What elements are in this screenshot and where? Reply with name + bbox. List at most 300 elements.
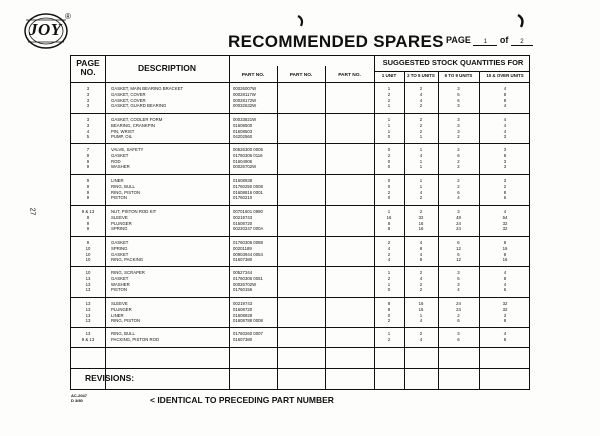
- table-cell-q3: 6: [457, 97, 460, 103]
- table-cell-desc: RING, BULL: [111, 331, 135, 336]
- table-cell-page: 4: [86, 128, 90, 134]
- table-cell-q1: 1: [387, 117, 391, 122]
- table-cell-desc: ROD: [111, 158, 121, 164]
- table-cell-desc: SPRING: [111, 226, 128, 232]
- decorative-mark: [516, 14, 526, 28]
- table-cell-part: 00219743: [233, 301, 253, 306]
- table-cell-part: 01760306 0051: [233, 275, 263, 281]
- column-q3: [438, 270, 479, 293]
- table-cell-part: 01608720: [233, 220, 253, 226]
- table-cell-q1: 0: [387, 178, 391, 183]
- page-indicator: [446, 35, 533, 46]
- header-qty-10-over: 10 & OVER UNITS: [486, 73, 524, 78]
- table-cell-q4: 3: [503, 158, 507, 164]
- table-cell-q3: 6: [457, 91, 460, 97]
- table-cell-q1: 1: [387, 128, 391, 134]
- of-label: of: [499, 35, 509, 45]
- table-cell-q4: 8: [503, 318, 507, 324]
- table-cell-q3: 2: [457, 147, 460, 152]
- column-q4: [479, 147, 531, 170]
- table-cell-q4: 16: [502, 245, 508, 251]
- table-cell-q2: 32: [418, 214, 424, 220]
- table-cell-page: 13: [85, 301, 91, 306]
- table-cell-q2: 2: [419, 195, 423, 201]
- table-cell-page: 3: [86, 117, 90, 122]
- table-cell-q3: 3: [457, 209, 460, 214]
- table-cell-page: 13: [85, 306, 91, 312]
- header-part-no-3: PART NO.: [338, 73, 361, 78]
- table-cell-part: 01607380: [233, 336, 253, 342]
- column-desc: [111, 301, 227, 324]
- table-cell-q3: 6: [457, 152, 460, 158]
- table-cell-q2: 4: [419, 336, 423, 342]
- table-cell-q3: 3: [457, 128, 460, 134]
- table-cell-desc: WASHER: [111, 281, 130, 287]
- column-q2: [404, 331, 438, 343]
- table-cell-q1: 2: [387, 240, 391, 245]
- table-cell-part: 01760210: [233, 195, 253, 201]
- column-part: [233, 270, 277, 293]
- table-cell-q4: 4: [503, 270, 507, 275]
- table-cell-q1: 2: [387, 336, 391, 342]
- table-cell-part: 00032632W: [233, 103, 257, 109]
- table-cell-q3: 3: [457, 86, 460, 91]
- table-cell-q2: 1: [419, 158, 423, 164]
- table-cell-part: 01608928: [233, 312, 253, 318]
- table-cell-q3: 6: [457, 189, 460, 195]
- table-cell-q3: 6: [457, 336, 460, 342]
- table-cell-part: 01760306 0088: [233, 240, 263, 245]
- column-part: [233, 86, 277, 109]
- table-cell-desc: PISTON: [111, 287, 127, 293]
- table-cell-q4: 8: [503, 240, 507, 245]
- table-cell-q4: 8: [503, 97, 507, 103]
- column-q1: [374, 331, 404, 343]
- table-cell-q4: 4: [503, 122, 507, 128]
- table-cell-q4: 2: [503, 183, 507, 189]
- table-cell-q2: 1: [419, 134, 423, 140]
- table-cell-q2: 4: [419, 251, 423, 257]
- table-cell-part: 01760156: [233, 287, 253, 293]
- table-cell-q4: 6: [503, 195, 507, 201]
- table-cell-page: 7: [86, 147, 90, 152]
- table-cell-part: 00028117W: [233, 91, 256, 97]
- table-cell-q3: 6: [457, 318, 460, 324]
- column-part: [233, 240, 277, 263]
- table-cell-part: 01608503: [233, 128, 253, 134]
- column-q2: [404, 240, 438, 263]
- table-cell-page: 9: [86, 240, 90, 245]
- table-cell-q1: 0: [387, 134, 391, 140]
- table-cell-part: 04202560: [233, 134, 253, 140]
- table-cell-q2: 1: [419, 164, 423, 170]
- column-part: [233, 117, 277, 140]
- table-cell-desc: PUMP, OIL: [111, 134, 133, 140]
- table-cell-desc: PIN, WRIST: [111, 128, 135, 134]
- table-cell-desc: GASKET: [111, 152, 129, 158]
- column-q4: [479, 331, 531, 343]
- table-cell-q3: 24: [456, 306, 461, 312]
- table-cell-q1: 1: [387, 103, 391, 109]
- table-cell-q1: 0: [387, 195, 391, 201]
- table-cell-q1: 8: [387, 301, 391, 306]
- table-cell-q3: 3: [457, 122, 460, 128]
- table-cell-page: 13: [85, 275, 91, 281]
- table-cell-q4: 4: [503, 103, 507, 109]
- table-cell-page: 9: [86, 152, 90, 158]
- table-cell-part: 00026702W: [233, 164, 257, 170]
- table-cell-q1: 8: [387, 220, 391, 226]
- table-cell-q1: 2: [387, 251, 391, 257]
- table-cell-page: 13: [85, 287, 91, 293]
- column-q1: [374, 86, 404, 109]
- table-cell-q1: 16: [386, 214, 392, 220]
- column-q3: [438, 117, 479, 140]
- table-cell-part: 01607380: [233, 257, 253, 263]
- table-cell-page: 13: [85, 318, 91, 324]
- table-cell-q1: 4: [387, 257, 391, 263]
- table-cell-q2: 2: [419, 281, 423, 287]
- table-cell-part: 00701601 0980: [233, 209, 263, 214]
- table-cell-q4: 4: [503, 128, 507, 134]
- column-q3: [438, 301, 479, 324]
- column-q3: [438, 331, 479, 343]
- table-cell-q4: 4: [503, 86, 507, 91]
- table-cell-q2: 2: [419, 331, 423, 336]
- table-cell-q1: 2: [387, 152, 391, 158]
- page-title: RECOMMENDED SPARES: [228, 32, 444, 51]
- table-cell-q3: 6: [457, 240, 460, 245]
- table-cell-q4: 32: [502, 306, 508, 312]
- table-cell-part: 00201189: [233, 245, 252, 251]
- column-q4: [479, 178, 531, 201]
- table-cell-part: 00033821W: [233, 117, 257, 122]
- table-cell-q3: 3: [457, 270, 460, 275]
- column-q3: [438, 178, 479, 201]
- table-cell-q2: 4: [419, 189, 423, 195]
- column-desc: [111, 209, 227, 232]
- column-page: [71, 270, 105, 293]
- header-description: DESCRIPTION: [137, 63, 197, 73]
- column-q3: [438, 86, 479, 109]
- table-cell-q2: 1: [419, 147, 423, 152]
- table-cell-q3: 3: [457, 281, 460, 287]
- table-cell-q1: 0: [387, 183, 391, 189]
- column-q2: [404, 147, 438, 170]
- table-cell-q2: 2: [419, 122, 423, 128]
- table-cell-desc: GASKET, COOLER FORM: [111, 117, 163, 122]
- table-cell-q3: 2: [457, 312, 460, 318]
- column-part: [233, 301, 277, 324]
- table-cell-q2: 2: [419, 287, 423, 293]
- table-cell-q4: 3: [503, 147, 507, 152]
- table-cell-q3: 3: [457, 117, 460, 122]
- header-qty-2-5: 2 TO 5 UNITS: [407, 73, 435, 78]
- table-cell-q2: 16: [418, 306, 424, 312]
- column-q2: [404, 178, 438, 201]
- table-cell-part: 00219743: [233, 214, 253, 220]
- column-part: [233, 178, 277, 201]
- logo-text: JOY: [29, 20, 62, 39]
- column-q4: [479, 240, 531, 263]
- table-cell-q3: 3: [457, 331, 460, 336]
- header-suggested-stock: SUGGESTED STOCK QUANTITIES FOR: [382, 58, 524, 67]
- table-cell-q2: 4: [419, 152, 423, 158]
- column-q3: [438, 240, 479, 263]
- table-cell-q1: 1: [387, 281, 391, 287]
- page-label: PAGE: [446, 35, 471, 45]
- table-cell-page: 9: [86, 195, 90, 201]
- table-cell-q2: 2: [419, 128, 423, 134]
- table-cell-part: 01760250 0008: [233, 183, 263, 189]
- table-cell-q4: 32: [502, 226, 508, 232]
- column-page: [71, 209, 105, 232]
- table-cell-q2: 4: [419, 91, 423, 97]
- table-cell-q4: 4: [503, 281, 507, 287]
- table-cell-q2: 1: [419, 178, 423, 183]
- column-page: [71, 331, 105, 343]
- table-cell-page: 9: [86, 183, 90, 189]
- revisions-label: REVISIONS:: [85, 373, 135, 383]
- table-cell-desc: RING, PISTON: [111, 318, 141, 324]
- table-cell-part: 01608816 0001: [233, 189, 263, 195]
- table-cell-page: 10: [85, 245, 91, 251]
- column-desc: [111, 331, 227, 343]
- table-cell-page: 9: [86, 220, 90, 226]
- column-q2: [404, 209, 438, 232]
- table-cell-desc: RING, BULL: [111, 183, 135, 189]
- column-page: [71, 117, 105, 140]
- table-cell-part: 00527344: [233, 270, 253, 275]
- form-code: [71, 393, 87, 403]
- table-cell-desc: RING, PACKING: [111, 257, 144, 263]
- column-q2: [404, 270, 438, 293]
- table-cell-q4: 8: [503, 91, 507, 97]
- table-cell-part: 01604906: [233, 158, 253, 164]
- table-cell-q2: 1: [419, 312, 423, 318]
- table-cell-desc: GASKET: [111, 251, 129, 257]
- table-cell-q3: 6: [457, 275, 460, 281]
- table-cell-q4: 8: [503, 275, 507, 281]
- table-cell-page: 13: [85, 281, 91, 287]
- table-cell-desc: PACKING, PISTON ROD: [111, 336, 160, 342]
- table-cell-desc: GASKET, MAIN BEARING BRACKET: [111, 86, 184, 91]
- table-cell-q1: 2: [387, 189, 391, 195]
- table-cell-q4: 32: [502, 220, 508, 226]
- column-desc: [111, 240, 227, 263]
- table-cell-part: 01760260 0007: [233, 331, 263, 336]
- spares-table: [70, 55, 530, 390]
- identical-note: < IDENTICAL TO PRECEDING PART NUMBER: [150, 395, 334, 405]
- column-q2: [404, 117, 438, 140]
- table-cell-desc: GASKET, GUARD BEARING: [111, 103, 167, 109]
- table-cell-q1: 2: [387, 97, 391, 103]
- table-cell-q1: 2: [387, 318, 391, 324]
- table-cell-q3: 12: [456, 245, 461, 251]
- column-desc: [111, 117, 227, 140]
- header-page-no: PAGE NO.: [76, 58, 100, 77]
- column-q1: [374, 147, 404, 170]
- table-cell-q3: 2: [457, 134, 460, 140]
- column-q1: [374, 178, 404, 201]
- table-cell-page: 10: [85, 257, 91, 263]
- column-q1: [374, 301, 404, 324]
- table-cell-q2: 2: [419, 86, 423, 91]
- table-cell-desc: GASKET: [111, 240, 129, 245]
- table-cell-q1: 0: [387, 164, 391, 170]
- table-cell-page: 3: [86, 97, 90, 103]
- table-cell-desc: VALVE, SAFETY: [111, 147, 144, 152]
- column-part: [233, 147, 277, 170]
- decorative-mark: [296, 14, 306, 26]
- logo-registered-mark: ®: [65, 12, 71, 21]
- header-qty-6-9: 6 TO 9 UNITS: [444, 73, 473, 78]
- table-cell-q2: 4: [419, 318, 423, 324]
- table-cell-q4: 3: [503, 178, 507, 183]
- table-cell-part: 00026007W: [233, 86, 257, 91]
- column-page: [71, 147, 105, 170]
- column-q3: [438, 147, 479, 170]
- header-part-no-1: PART NO.: [241, 73, 265, 78]
- table-cell-part: 00903944 0054: [233, 251, 263, 257]
- table-cell-q4: 3: [503, 312, 507, 318]
- table-cell-q1: 1: [387, 209, 391, 214]
- table-cell-q1: 1: [387, 331, 391, 336]
- column-desc: [111, 178, 227, 201]
- table-cell-q4: 8: [503, 189, 507, 195]
- column-q1: [374, 117, 404, 140]
- column-desc: [111, 86, 227, 109]
- table-cell-desc: RING, PISTON: [111, 189, 141, 195]
- header-part-no-2: PART NO.: [289, 73, 313, 78]
- column-desc: [111, 147, 227, 170]
- form-code-line-1: AC-2047: [71, 393, 88, 398]
- table-cell-part: 00026702W: [233, 281, 257, 287]
- table-cell-part: 00220247 000A: [233, 226, 264, 232]
- table-cell-q1: 4: [387, 245, 391, 251]
- table-cell-desc: PLUNGER: [111, 220, 132, 226]
- table-cell-q2: 4: [419, 275, 423, 281]
- table-cell-q3: 2: [457, 158, 460, 164]
- table-cell-page: 3: [86, 103, 90, 109]
- table-cell-desc: GASKET, COVER: [111, 91, 146, 97]
- table-cell-page: 5: [86, 134, 90, 140]
- column-page: [71, 240, 105, 263]
- column-q2: [404, 86, 438, 109]
- table-cell-q4: 6: [503, 287, 507, 293]
- table-cell-q3: 4: [457, 195, 460, 201]
- table-cell-desc: GASKET: [111, 275, 129, 281]
- table-cell-part: 00028172W: [233, 97, 257, 103]
- table-cell-q4: 4: [503, 209, 507, 214]
- table-cell-q4: 3: [503, 134, 507, 140]
- table-cell-q1: 0: [387, 147, 391, 152]
- table-cell-part: 01608788 0008: [233, 318, 263, 324]
- column-q3: [438, 209, 479, 232]
- table-cell-q4: 8: [503, 152, 507, 158]
- table-cell-page: 13: [85, 312, 91, 318]
- table-cell-q3: 6: [457, 251, 460, 257]
- column-part: [233, 209, 277, 232]
- table-cell-desc: SPRING: [111, 245, 128, 251]
- table-cell-page: 10: [85, 270, 91, 275]
- table-cell-q2: 16: [418, 226, 424, 232]
- table-cell-q3: 24: [456, 226, 461, 232]
- column-q4: [479, 86, 531, 109]
- header-qty-1-unit: 1 UNIT: [381, 73, 397, 78]
- column-q4: [479, 270, 531, 293]
- table-cell-part: 01608500: [233, 122, 253, 128]
- table-cell-q2: 2: [419, 103, 423, 109]
- table-cell-desc: PLUNGER: [111, 306, 132, 312]
- joy-logo: [22, 8, 74, 52]
- column-q2: [404, 301, 438, 324]
- column-page: [71, 178, 105, 201]
- table-cell-q4: 8: [503, 336, 507, 342]
- table-cell-q2: 8: [419, 245, 423, 251]
- table-cell-part: 00526300 0005: [233, 147, 263, 152]
- table-cell-desc: SLEEVE: [111, 301, 128, 306]
- table-cell-page: 9: [86, 226, 90, 232]
- table-cell-q1: 8: [387, 306, 391, 312]
- table-cell-q3: 2: [457, 178, 460, 183]
- table-cell-desc: LINER: [111, 178, 124, 183]
- table-cell-q2: 2: [419, 270, 423, 275]
- table-cell-part: 01608938: [233, 178, 253, 183]
- table-cell-part: 01608720: [233, 306, 253, 312]
- table-cell-page: 10: [85, 251, 91, 257]
- table-cell-part: 01760306 0116: [233, 152, 263, 158]
- table-cell-page: 9: [86, 214, 90, 220]
- page-number: 1: [473, 39, 497, 46]
- table-cell-q1: 0: [387, 287, 391, 293]
- table-cell-desc: NUT, PISTON ROD KIT: [111, 209, 157, 214]
- table-cell-desc: WASHER: [111, 164, 130, 170]
- page-total: 2: [511, 39, 533, 46]
- table-cell-q1: 2: [387, 275, 391, 281]
- table-cell-q4: 64: [502, 214, 508, 220]
- column-page: [71, 301, 105, 324]
- table-cell-desc: PISTON: [111, 195, 127, 201]
- table-cell-q3: 4: [457, 287, 460, 293]
- table-cell-q4: 32: [502, 301, 508, 306]
- table-cell-q3: 48: [456, 214, 461, 220]
- table-cell-q2: 2: [419, 209, 423, 214]
- column-q1: [374, 270, 404, 293]
- table-cell-q2: 4: [419, 240, 423, 245]
- table-cell-desc: GASKET, COVER: [111, 97, 146, 103]
- table-cell-q3: 24: [456, 301, 461, 306]
- table-cell-q4: 3: [503, 164, 507, 170]
- table-cell-q4: 4: [503, 331, 507, 336]
- table-cell-q4: 4: [503, 117, 507, 122]
- table-cell-q1: 1: [387, 86, 391, 91]
- column-part: [233, 331, 277, 343]
- table-cell-page: 9: [86, 189, 90, 195]
- table-cell-desc: BEARING, CRANKPIN: [111, 122, 155, 128]
- table-cell-page: 9 & 13: [81, 336, 95, 342]
- table-cell-page: 9: [86, 164, 90, 170]
- table-cell-q2: 4: [419, 97, 423, 103]
- column-q1: [374, 240, 404, 263]
- table-cell-desc: SLEEVE: [111, 214, 128, 220]
- table-cell-q1: 2: [387, 91, 391, 97]
- table-cell-q2: 16: [418, 220, 424, 226]
- table-cell-q3: 2: [457, 183, 460, 189]
- table-cell-q1: 1: [387, 122, 391, 128]
- table-cell-page: 9: [86, 158, 90, 164]
- column-q4: [479, 301, 531, 324]
